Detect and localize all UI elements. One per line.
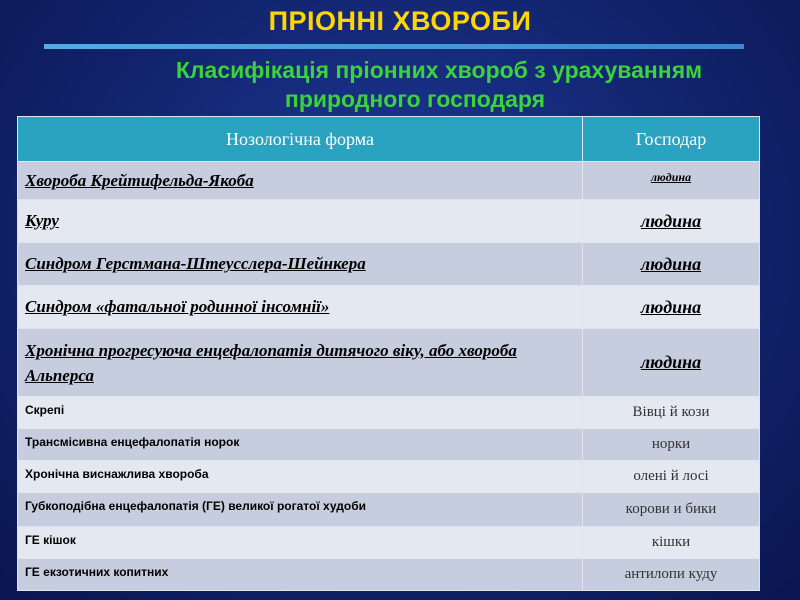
title-divider — [44, 44, 744, 49]
table-row — [18, 286, 760, 329]
row-host: людина — [583, 243, 760, 286]
row-form: ГЕ кішок — [18, 527, 583, 559]
row-form: Куру — [18, 200, 583, 243]
row-form: Хронічна прогресуюча енцефалопатія дитячого віку, або хвороба Альперса — [18, 329, 583, 397]
row-host: людина — [583, 329, 760, 397]
row-host: людина — [583, 162, 760, 200]
row-form: Хронічна виснажлива хвороба — [18, 461, 583, 493]
row-form: Хвороба Крейтифельда-Якоба — [18, 162, 583, 200]
table-row — [18, 397, 760, 429]
subtitle-line-1: Класифікація пріонних хвороб з урахуванням — [175, 57, 703, 83]
slide-title: ПРІОННІ ХВОРОБИ — [268, 6, 532, 36]
row-host: кішки — [583, 527, 760, 559]
row-form: Синдром Герстмана-Штеусслера-Шейнкера — [18, 243, 583, 286]
table-row — [18, 329, 760, 397]
row-host: олені й лосі — [583, 461, 760, 493]
row-host: корови и бики — [583, 493, 760, 527]
table-row — [18, 429, 760, 461]
row-form: ГЕ екзотичних копитних — [18, 559, 583, 591]
table-row — [18, 559, 760, 591]
table-row — [18, 493, 760, 527]
row-host: людина — [583, 286, 760, 329]
row-host: антилопи куду — [583, 559, 760, 591]
table-row — [18, 162, 760, 200]
row-form: Синдром «фатальної родинної інсомнії» — [18, 286, 583, 329]
row-host: людина — [583, 200, 760, 243]
table-row — [18, 461, 760, 493]
header-host: Господар — [583, 117, 760, 162]
subtitle-line-2: природного господаря — [284, 86, 546, 112]
row-form: Губкоподібна енцефалопатія (ГЕ) великої рогатої худоби — [18, 493, 583, 527]
row-host: норки — [583, 429, 760, 461]
prion-classification-table — [17, 116, 760, 591]
slide-subtitle — [0, 56, 800, 113]
row-form: Трансмісивна енцефалопатія норок — [18, 429, 583, 461]
row-form: Скрепі — [18, 397, 583, 429]
table-row — [18, 243, 760, 286]
row-host: Вівці й кози — [583, 397, 760, 429]
header-nosological-form: Нозологічна форма — [18, 117, 583, 162]
table-header-row — [18, 117, 760, 162]
table-row — [18, 200, 760, 243]
table-row — [18, 527, 760, 559]
